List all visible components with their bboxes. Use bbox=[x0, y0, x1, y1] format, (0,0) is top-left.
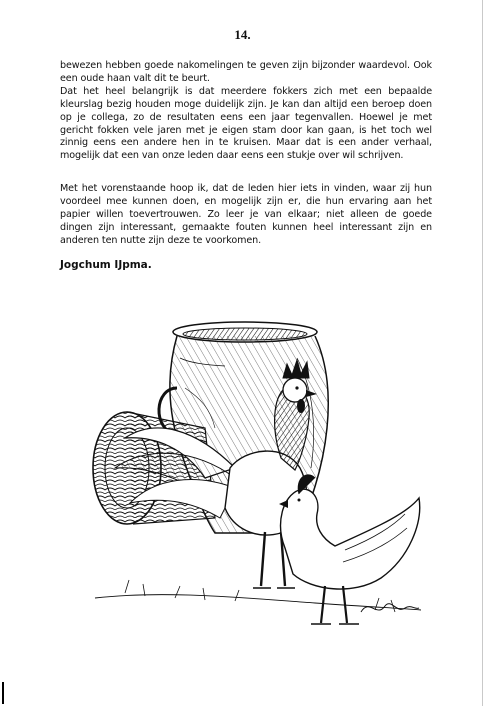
paragraph-group-2 bbox=[60, 183, 432, 248]
paragraph-group-1 bbox=[60, 60, 432, 163]
scan-edge-shadow bbox=[482, 0, 483, 706]
paragraph-3: Met het vorenstaande hoop ik, dat de leden hier iets in vinden, waar zij hun voordeel mee kunnen doen, en mogelijk zijn er, die hun ervaring aan het papier willen toevertrouwen. Zo leer je van elkaar; niet alleen de goede dingen zijn interessant, gemaakte fouten kunnen heel interessant zijn en anderen ten nutte zijn deze te voorkomen. bbox=[60, 183, 432, 246]
paragraph-1: bewezen hebben goede nakomelingen te geven zijn bijzonder waardevol. Ook een oude haan valt dit te beurt. bbox=[60, 60, 432, 84]
page-number: 14. bbox=[234, 27, 251, 42]
author-signature: Jogchum IJpma. bbox=[60, 259, 152, 271]
ground-grass bbox=[95, 580, 421, 612]
paragraph-2: Dat het heel belangrijk is dat meerdere fokkers zich met een bepaalde kleurslag bezig houden moge duidelijk zijn. Je kan dan altijd een beroep doen op je collega, zo de resultaten eens een jaar tegenvallen. Hoewel je met gericht fokken vele jaren met je eigen stam door kan gaan, is het toch wel zinnig eens een andere hen in te kruisen. Maar dat is een ander verhaal, mogelijk dat een van onze leden daar eens een stukje over wil schrijven. bbox=[60, 85, 432, 162]
rooster-hen-illustration bbox=[85, 318, 425, 638]
scan-edge-mark bbox=[2, 682, 4, 704]
